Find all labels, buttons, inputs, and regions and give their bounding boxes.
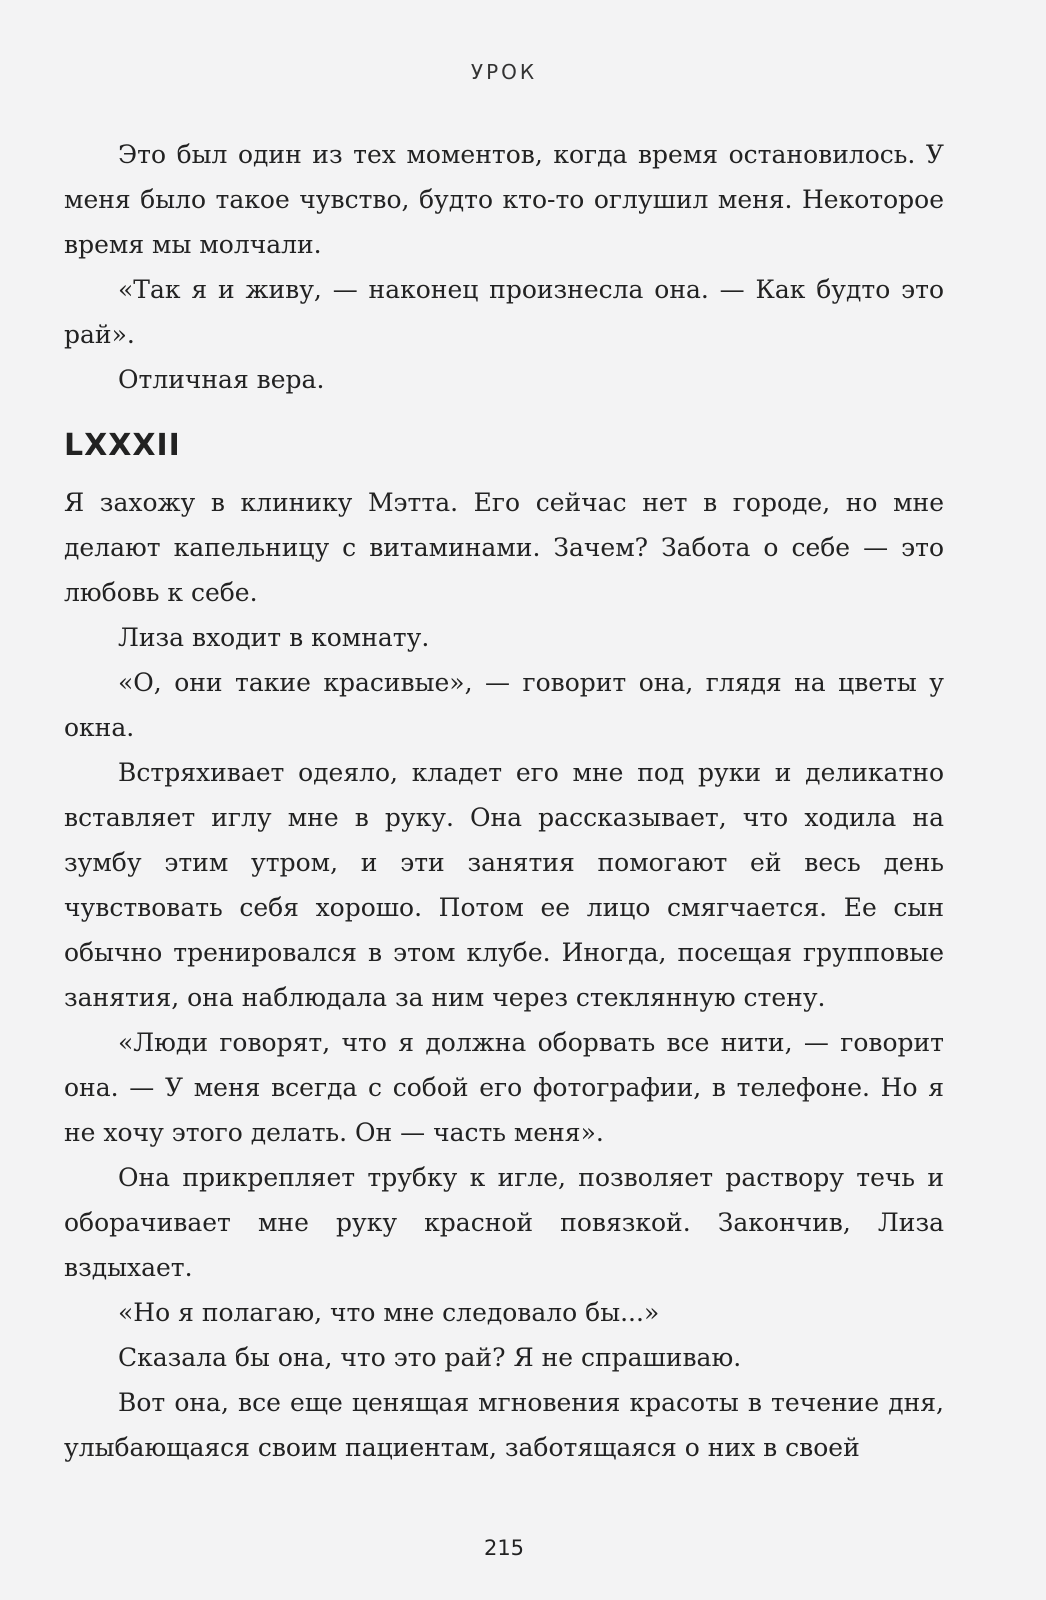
paragraph-would-she-say: Сказала бы она, что это рай? Я не спрашиваю. — [118, 1343, 742, 1372]
paragraph-people-say: «Люди говорят, что я должна оборвать все нити, — говорит она. — У меня всегда с собой его фотографии, в телефоне. Но я не хочу этого делать. Он — часть меня». — [64, 1028, 944, 1147]
paragraph-liza-enters: Лиза входит в комнату. — [118, 623, 430, 652]
running-head: УРОК — [470, 60, 538, 84]
paragraph-quote-paradise: «Так я и живу, — наконец произнесла она. — Как будто это рай». — [64, 275, 944, 349]
page-number: 215 — [483, 1536, 525, 1560]
chapter-heading: LXXXII — [64, 428, 181, 463]
paragraph-suppose: «Но я полагаю, что мне следовало бы...» — [118, 1298, 660, 1327]
paragraph-time-stopped: Это был один из тех моментов, когда время остановилось. У меня было такое чувство, будто кто-то оглушил меня. Некоторое время мы молчали. — [64, 140, 944, 259]
paragraph-here-she-is: Вот она, все еще ценящая мгновения красоты в течение дня, улыбающаяся своим пациентам, заботящаяся о них в своей — [64, 1388, 944, 1462]
paragraph-blanket-needle: Встряхивает одеяло, кладет его мне под руки и деликатно вставляет иглу мне в руку. Она рассказывает, что ходила на зумбу этим утром, и эти занятия помогают ей весь день чувствовать себя хорошо. Потом ее лицо смягчается. Ее сын обычно тренировался в этом клубе. Иногда, посещая групповые занятия, она наблюдала за ним через стеклянную стену. — [64, 758, 944, 1012]
book-page — [64, 0, 944, 1600]
paragraph-flowers: «О, они такие красивые», — говорит она, глядя на цветы у окна. — [64, 668, 944, 742]
paragraph-clinic: Я захожу в клинику Мэтта. Его сейчас нет в городе, но мне делают капельницу с витаминами. Зачем? Забота о себе — это любовь к себе. — [64, 488, 944, 607]
text-block — [64, 132, 944, 1470]
paragraph-great-faith: Отличная вера. — [118, 365, 325, 394]
paragraph-tube: Она прикрепляет трубку к игле, позволяет раствору течь и оборачивает мне руку красной повязкой. Закончив, Лиза вздыхает. — [64, 1163, 944, 1282]
